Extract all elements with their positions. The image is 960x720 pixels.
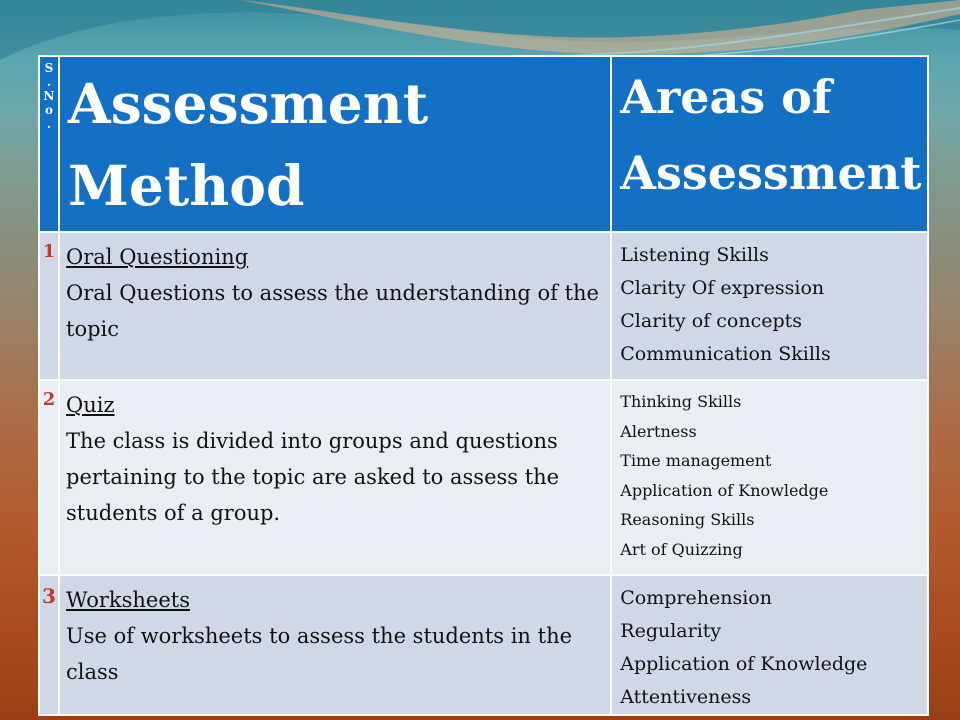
sno-header: [39, 56, 59, 232]
table-row: [39, 380, 928, 575]
table-header-row: [39, 56, 928, 232]
assessment-table: [38, 55, 929, 708]
area-item: Time management: [620, 451, 772, 470]
method-header-label: Assessment Method: [68, 71, 429, 218]
row-number: 1: [39, 232, 59, 380]
area-item: Regularity: [620, 620, 722, 642]
area-item: Clarity Of expression: [620, 277, 825, 299]
row-number: 2: [39, 380, 59, 575]
area-item: Art of Quizzing: [620, 539, 743, 559]
table-row: [39, 232, 928, 380]
method-description: The class is divided into groups and questions pertaining to the topic are asked to assess the students of a group.: [66, 429, 560, 525]
area-item: Application of Knowledge: [620, 480, 829, 500]
areas-cell: [611, 380, 928, 575]
area-item: Clarity of concepts: [620, 310, 803, 332]
method-title: Quiz: [66, 393, 115, 417]
areas-header-label: Areas of Assessment: [620, 70, 922, 200]
method-cell: [59, 232, 611, 380]
areas-cell: [611, 575, 928, 715]
sno-header-label: S . N o .: [43, 61, 55, 131]
method-cell: [59, 380, 611, 575]
method-description: Oral Questions to assess the understanding of the topic: [66, 281, 599, 341]
table-row: [39, 575, 928, 715]
area-item: Thinking Skills: [620, 392, 742, 411]
area-item: Reasoning Skills: [620, 510, 755, 529]
method-title: Oral Questioning: [66, 245, 249, 269]
area-item: Communication Skills: [620, 343, 831, 365]
area-item: Attentiveness: [620, 686, 752, 708]
method-cell: [59, 575, 611, 715]
area-item: Listening Skills: [620, 244, 769, 266]
method-description: Use of worksheets to assess the students in the class: [66, 624, 573, 684]
row-number: 3: [39, 575, 59, 715]
area-item: Alertness: [620, 421, 697, 441]
areas-cell: [611, 232, 928, 380]
area-item: Application of Knowledge: [620, 653, 868, 675]
method-title: Worksheets: [66, 588, 190, 612]
method-header: [59, 56, 611, 232]
areas-header: [611, 56, 928, 232]
area-item: Comprehension: [620, 587, 772, 609]
